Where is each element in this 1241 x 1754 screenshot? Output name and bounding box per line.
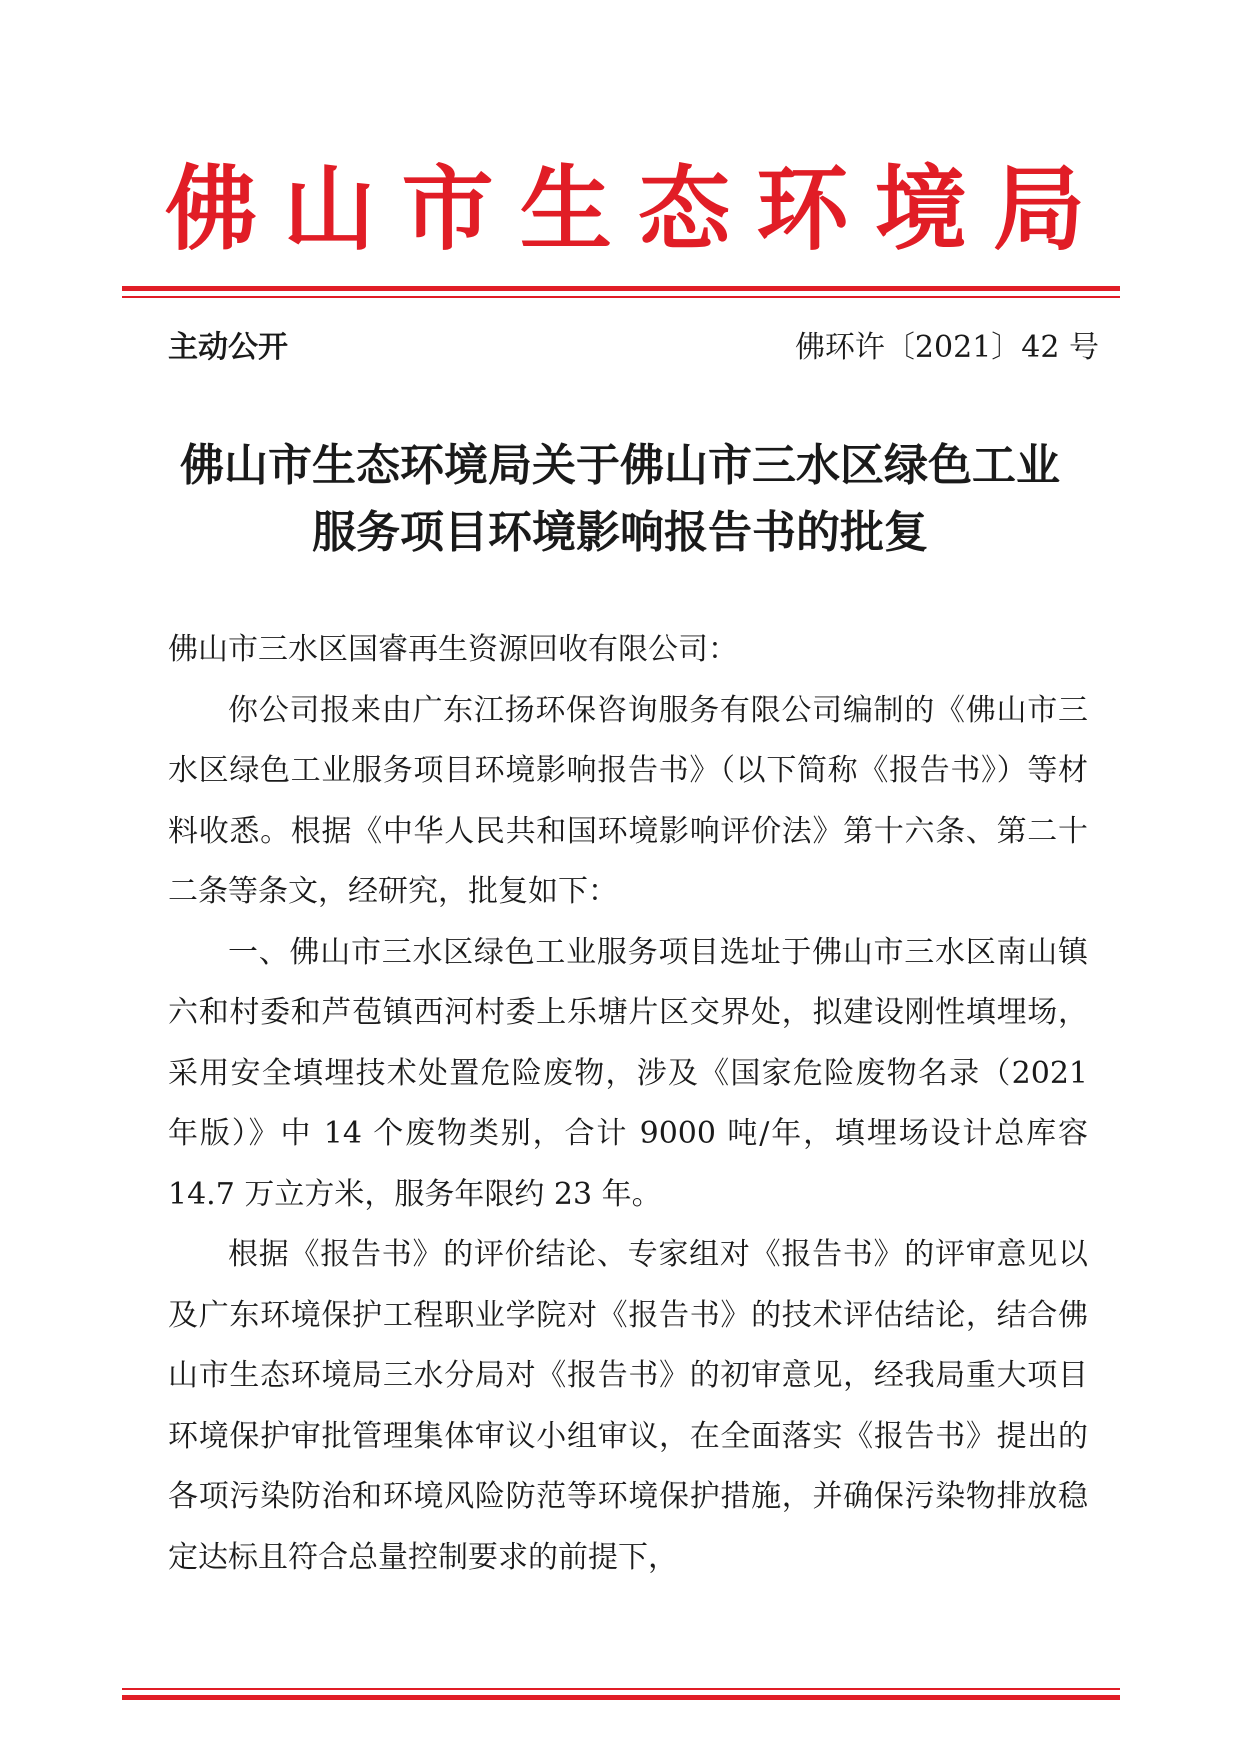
masthead-char: 生 [519, 155, 612, 263]
body-paragraph: 你公司报来由广东江扬环保咨询服务有限公司编制的《佛山市三水区绿色工业服务项目环境影响报告书》（以下简称《报告书》）等材料收悉。根据《中华人民共和国环境影响评价法》第十六条、第二十二条等条文，经研究，批复如下： [168, 692, 1088, 909]
agency-masthead [165, 152, 1085, 267]
body-paragraph: 根据《报告书》的评价结论、专家组对《报告书》的评审意见以及广东环境保护工程职业学院对《报告书》的技术评估结论，结合佛山市生态环境局三水分局对《报告书》的初审意见，经我局重大项目环境保护审批管理集体审议小组审议，在全面落实《报告书》提出的各项污染防治和环境风险防范等环境保护措施，并确保污染物排放稳定达标且符合总量控制要求的前提下， [168, 1237, 1088, 1575]
masthead-char: 环 [756, 155, 849, 263]
footer-divider-thin [122, 1688, 1120, 1690]
header-divider-thick [122, 286, 1120, 291]
title-line-1: 佛山市生态环境局关于佛山市三水区绿色工业 [180, 440, 1060, 491]
masthead-char: 境 [874, 155, 967, 263]
disclosure-label: 主动公开 [168, 330, 288, 365]
masthead-char: 市 [401, 155, 494, 263]
document-title [120, 432, 1120, 566]
body-paragraph: 一、佛山市三水区绿色工业服务项目选址于佛山市三水区南山镇六和村委和芦苞镇西河村委上乐塘片区交界处，拟建设刚性填埋场，采用安全填埋技术处置危险废物，涉及《国家危险废物名录（2021 年版）》中 14 个废物类别，合计 9000 吨/年，填埋场设计总库容 14.7 万立方米，服务年限约 23 年。 [168, 934, 1088, 1212]
footer-divider-thick [122, 1695, 1120, 1700]
masthead-char: 态 [638, 155, 731, 263]
document-number: 佛环许〔2021〕42 号 [794, 330, 1099, 365]
title-line-2: 服务项目环境影响报告书的批复 [312, 507, 928, 558]
header-divider-thin [122, 296, 1120, 298]
masthead-char: 山 [283, 155, 376, 263]
masthead-char: 佛 [165, 155, 258, 263]
document-body [168, 620, 1088, 1588]
addressee: 佛山市三水区国睿再生资源回收有限公司： [168, 632, 738, 667]
masthead-char: 局 [992, 155, 1085, 263]
